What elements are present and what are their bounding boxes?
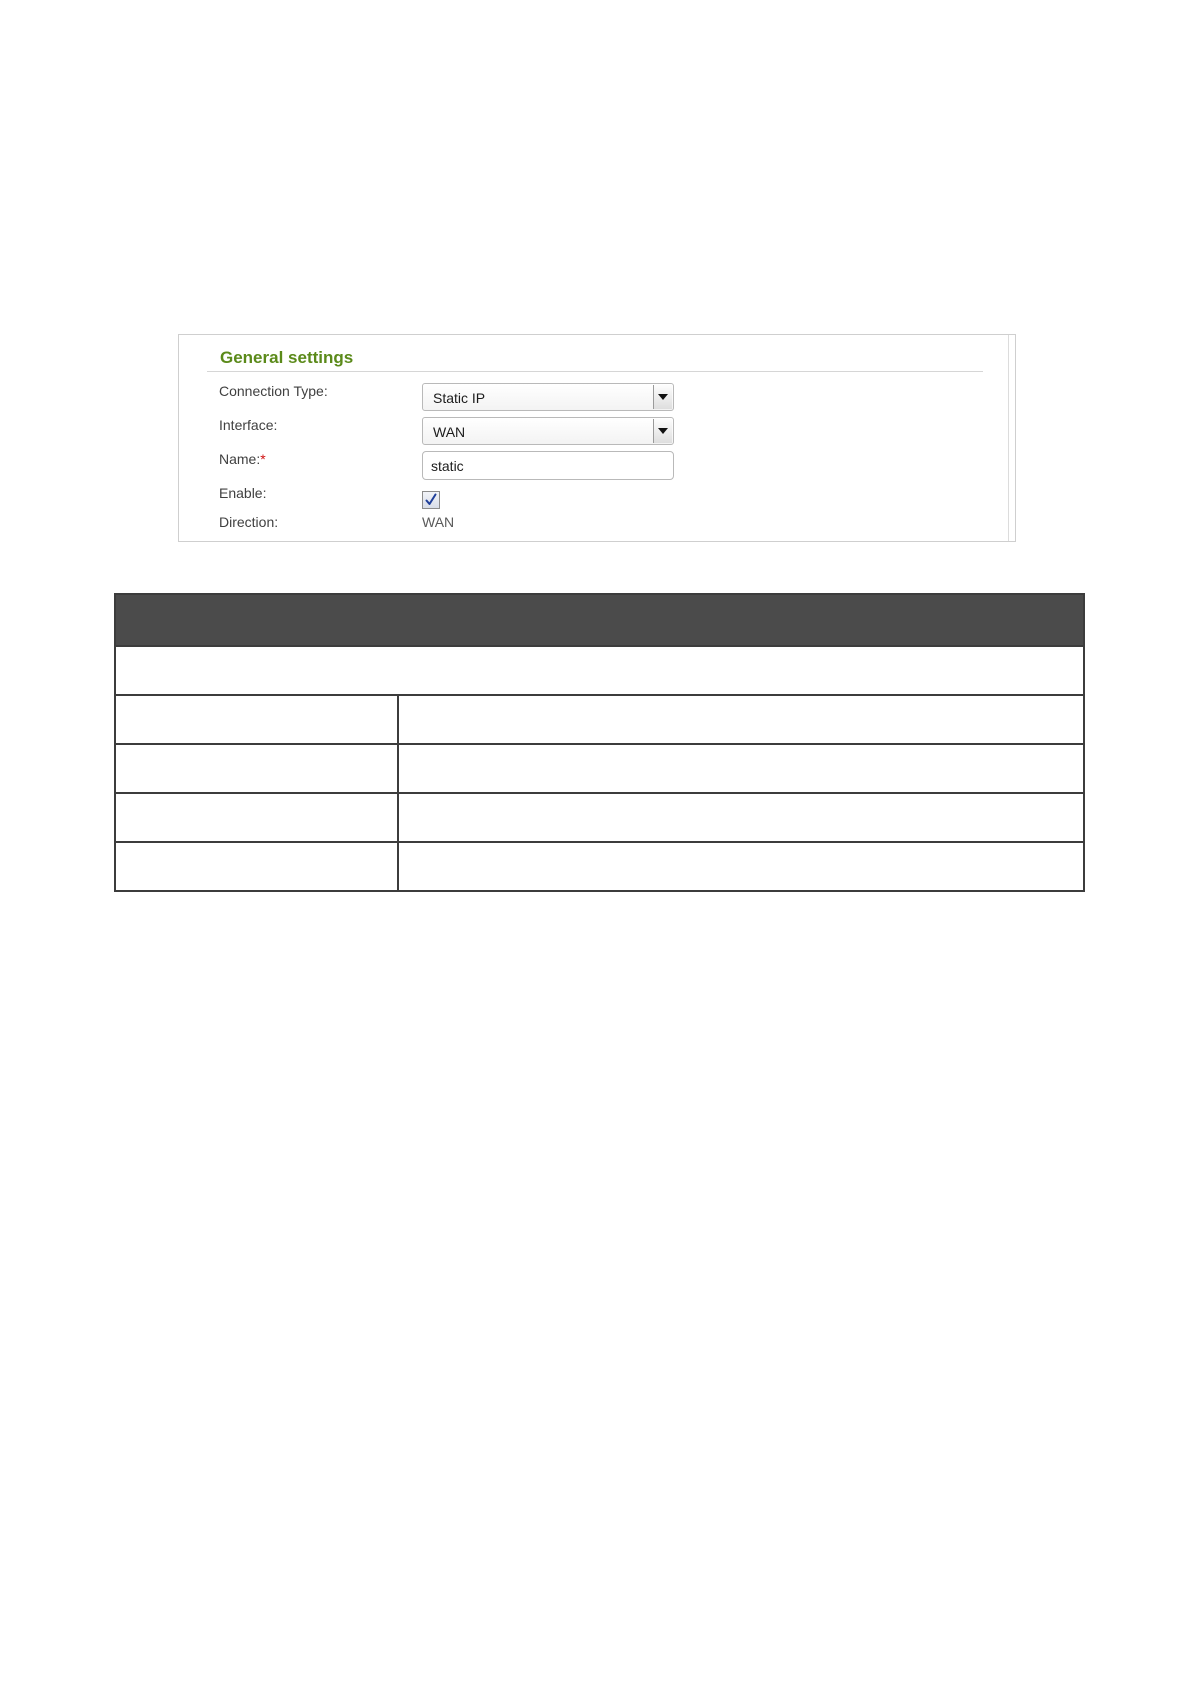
table-row: [115, 793, 1084, 842]
table-section-cell: [115, 646, 1084, 695]
table-cell-description: [398, 842, 1084, 891]
name-label: [219, 451, 266, 467]
direction-value: WAN: [422, 514, 455, 530]
connection-type-value: Static IP: [433, 390, 486, 406]
table-cell-parameter: [115, 842, 398, 891]
required-asterisk: *: [260, 451, 266, 467]
interface-value: WAN: [433, 424, 466, 440]
panel-scroll-edge: [1008, 335, 1009, 541]
chevron-down-icon[interactable]: [653, 419, 672, 443]
parameters-table: [114, 593, 1085, 892]
interface-label: Interface:: [219, 417, 278, 433]
name-label-text: Name:: [219, 451, 261, 467]
table-row: [115, 695, 1084, 744]
enable-label: Enable:: [219, 485, 267, 501]
table-cell-parameter: [115, 793, 398, 842]
direction-label: Direction:: [219, 514, 279, 530]
enable-checkbox[interactable]: [422, 491, 440, 509]
section-title: General settings: [220, 348, 354, 367]
table-row: [115, 744, 1084, 793]
section-divider: [207, 371, 983, 372]
checkmark-icon: [424, 493, 438, 507]
general-settings-panel: [178, 334, 1016, 542]
interface-select[interactable]: [422, 417, 674, 445]
table-cell-description: [398, 744, 1084, 793]
table-cell-parameter: [115, 744, 398, 793]
table-section-row: [115, 646, 1084, 695]
connection-type-select[interactable]: [422, 383, 674, 411]
table-row: [115, 842, 1084, 891]
connection-type-label: Connection Type:: [219, 383, 328, 399]
table-cell-parameter: [115, 695, 398, 744]
table-header-row: [115, 594, 1084, 646]
chevron-down-icon[interactable]: [653, 385, 672, 409]
table-header-cell: [115, 594, 1084, 646]
table-cell-description: [398, 793, 1084, 842]
name-input[interactable]: [422, 451, 674, 480]
table-cell-description: [398, 695, 1084, 744]
